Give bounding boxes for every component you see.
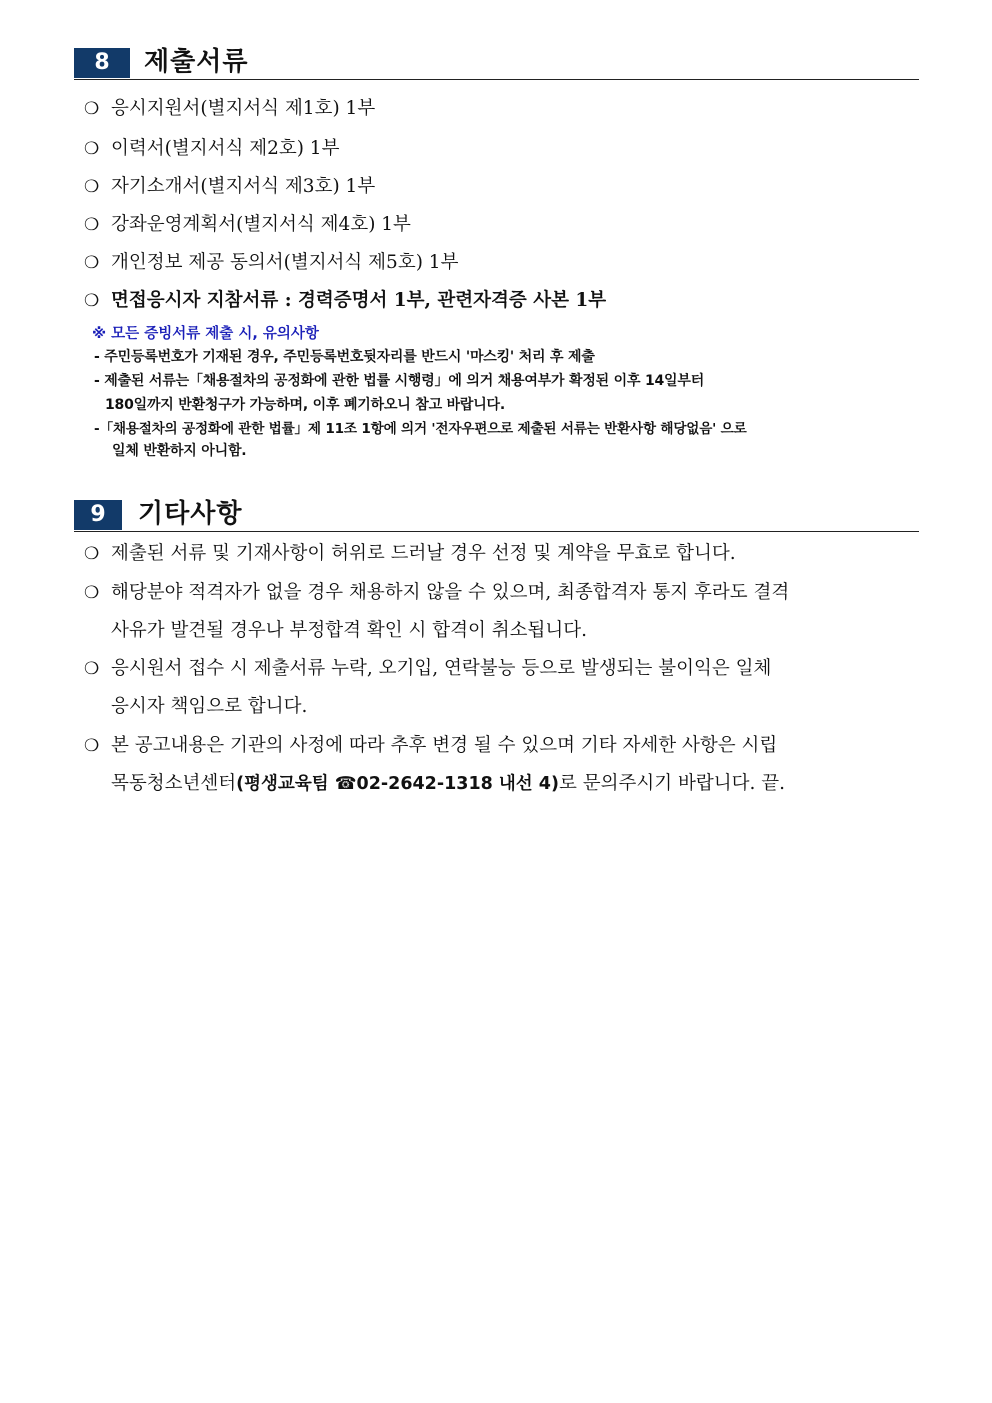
submit-item: ❍ 응시지원서(별지서식 제1호) 1부 xyxy=(84,98,376,119)
submit-item: ❍ 강좌운영계획서(별지서식 제4호) 1부 xyxy=(84,214,411,235)
center-name: 목동청소년센터 xyxy=(111,773,237,794)
notes-title: ※ 모든 증빙서류 제출 시, 유의사항 xyxy=(92,326,319,342)
note-line: 일체 반환하지 아니함. xyxy=(112,443,247,459)
section-8-header xyxy=(74,48,919,80)
section-9-number: 9 xyxy=(74,500,122,530)
contact-closing: 로 문의주시기 바랍니다. 끝. xyxy=(558,773,785,794)
contact-info: (평생교육팀 ☎02-2642-1318 내선 4) xyxy=(236,774,559,794)
bullet-icon: ❍ xyxy=(84,291,100,311)
notice-item: ❍ 해당분야 적격자가 없을 경우 채용하지 않을 수 있으며, 최종합격자 통지 후라도 결격 xyxy=(84,582,790,603)
contact-line xyxy=(111,769,785,795)
bullet-icon: ❍ xyxy=(84,177,100,197)
bullet-icon: ❍ xyxy=(84,99,100,119)
bullet-icon: ❍ xyxy=(84,583,100,603)
section-9-header xyxy=(74,500,919,532)
note-line: 180일까지 반환청구가 가능하며, 이후 폐기하오니 참고 바랍니다. xyxy=(105,397,506,413)
notice-item: ❍ 응시원서 접수 시 제출서류 누락, 오기입, 연락불능 등으로 발생되는 불이익은 일체 xyxy=(84,658,772,679)
submit-item: ❍ 자기소개서(별지서식 제3호) 1부 xyxy=(84,176,376,197)
section-8-number: 8 xyxy=(74,48,130,78)
bullet-icon: ❍ xyxy=(84,736,100,756)
section-9-title: 기타사항 xyxy=(138,499,243,529)
bullet-icon: ❍ xyxy=(84,215,100,235)
section-8-title: 제출서류 xyxy=(144,47,249,77)
notice-item: ❍ 본 공고내용은 기관의 사정에 따라 추후 변경 될 수 있으며 기타 자세한 사항은 시립 xyxy=(84,735,778,756)
interview-documents-item: ❍ 면접응시자 지참서류 : 경력증명서 1부, 관련자격증 사본 1부 xyxy=(84,290,607,311)
note-line: -「채용절차의 공정화에 관한 법률」제 11조 1항에 의거 '전자우편으로 제출된 서류는 반환사항 해당없음' 으로 xyxy=(94,421,747,437)
notice-item-continued: 사유가 발견될 경우나 부정합격 확인 시 합격이 취소됩니다. xyxy=(111,620,587,641)
notice-item: ❍ 제출된 서류 및 기재사항이 허위로 드러날 경우 선정 및 계약을 무효로 합니다. xyxy=(84,543,736,564)
note-line: - 제출된 서류는「채용절차의 공정화에 관한 법률 시행령」에 의거 채용여부가 확정된 이후 14일부터 xyxy=(94,373,705,389)
submit-item: ❍ 개인정보 제공 동의서(별지서식 제5호) 1부 xyxy=(84,252,459,273)
bullet-icon: ❍ xyxy=(84,659,100,679)
submit-item: ❍ 이력서(별지서식 제2호) 1부 xyxy=(84,138,340,159)
bullet-icon: ❍ xyxy=(84,253,100,273)
notice-item-continued: 응시자 책임으로 합니다. xyxy=(111,696,308,717)
bullet-icon: ❍ xyxy=(84,544,100,564)
bullet-icon: ❍ xyxy=(84,139,100,159)
note-line: - 주민등록번호가 기재된 경우, 주민등록번호뒷자리를 반드시 '마스킹' 처리 후 제출 xyxy=(94,349,595,365)
